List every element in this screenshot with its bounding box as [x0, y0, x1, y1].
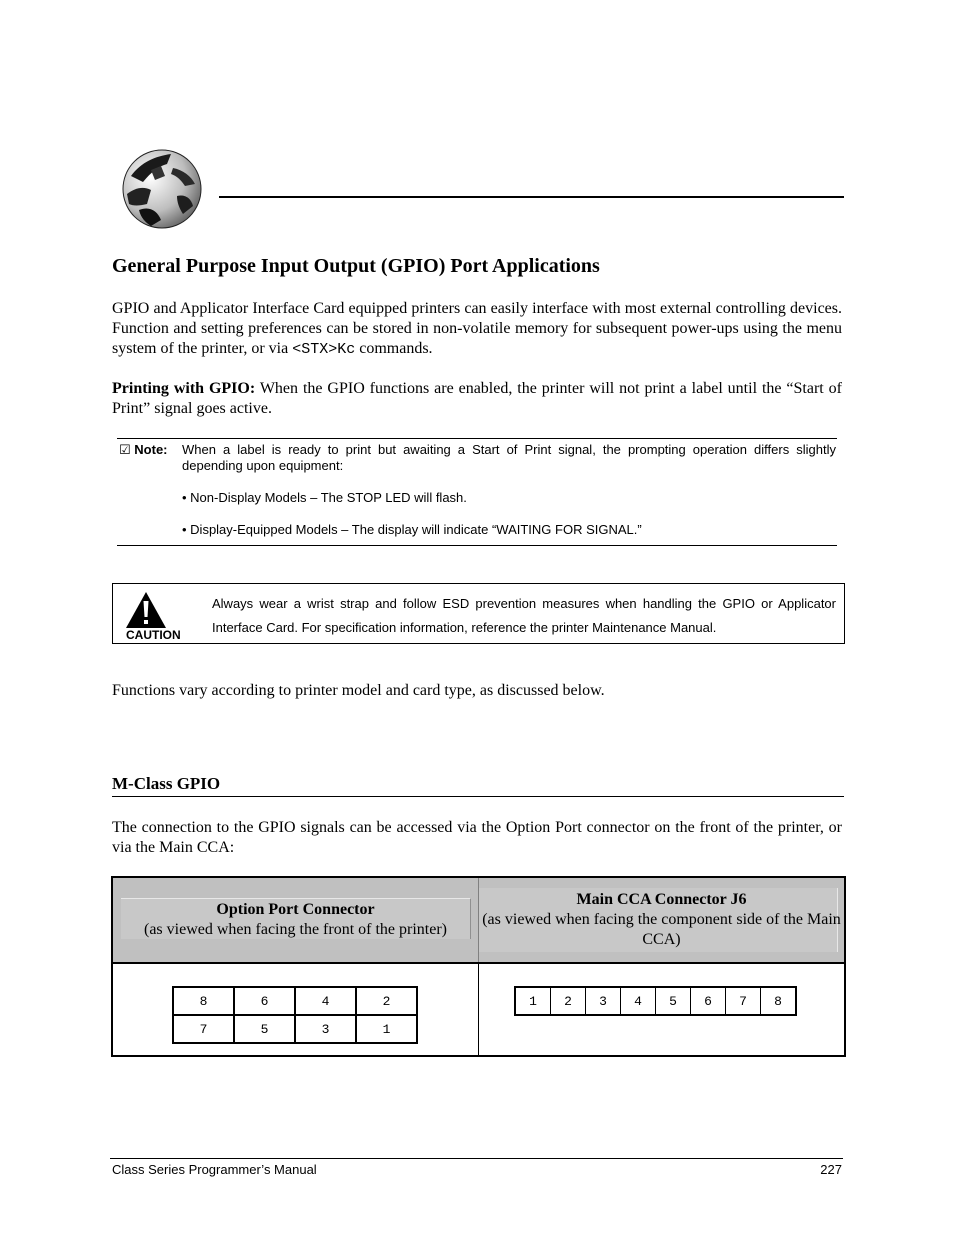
note-bullet-display-equipped: • Display-Equipped Models – The display will indicate “WAITING FOR SIGNAL.” — [182, 522, 642, 537]
warning-triangle-icon — [123, 590, 169, 630]
main-cca-subtitle: (as viewed when facing the component side of the Main CCA) — [482, 911, 841, 948]
intro-text-end: commands. — [355, 340, 433, 357]
printing-with-gpio-text: When the GPIO functions are enabled, the printer will not print a label until the “Start of Print” signal goes active. — [112, 380, 842, 417]
printing-with-gpio-paragraph — [112, 379, 842, 419]
globe-logo-icon — [121, 148, 203, 230]
subsection-title: M-Class GPIO — [112, 774, 221, 793]
pin-cell: 6 — [234, 987, 295, 1015]
pin-row-odd — [173, 1015, 417, 1043]
note-text: When a label is ready to print but awaiting a Start of Print signal, the prompting operation differs slightly depending upon equipment: — [182, 442, 836, 473]
pin-cell: 3 — [586, 987, 621, 1015]
option-port-subtitle: (as viewed when facing the front of the printer) — [144, 921, 447, 938]
pin-cell: 8 — [173, 987, 234, 1015]
section-title: General Purpose Input Output (GPIO) Port Applications — [112, 255, 600, 277]
main-cca-header — [479, 878, 844, 962]
header-rule — [219, 196, 844, 198]
note-label: ☑ Note: — [119, 442, 168, 457]
pin-cell: 6 — [691, 987, 726, 1015]
main-cca-title: Main CCA Connector J6 — [576, 891, 747, 908]
option-port-pin-grid — [172, 986, 418, 1044]
table-column-divider — [478, 964, 479, 1055]
pin-cell: 3 — [295, 1015, 356, 1043]
caution-box — [112, 583, 845, 644]
caution-text: Always wear a wrist strap and follow ESD prevention measures when handling the GPIO or Applicator Interface Card. For specification information, reference the printer Maintenance Manual. — [212, 596, 836, 635]
pin-cell: 1 — [356, 1015, 417, 1043]
pin-cell: 2 — [551, 987, 586, 1015]
option-port-title: Option Port Connector — [216, 901, 375, 918]
mclass-intro-paragraph: The connection to the GPIO signals can be accessed via the Option Port connector on the front of the printer, or via the Main CCA: — [112, 819, 842, 856]
printing-with-gpio-label: Printing with GPIO: — [112, 380, 256, 397]
connector-table — [111, 876, 846, 1057]
functions-paragraph: Functions vary according to printer model and card type, as discussed below. — [112, 682, 605, 699]
command-code: <STX>Kc — [292, 341, 356, 358]
footer-rule — [110, 1158, 843, 1159]
intro-text: GPIO and Applicator Interface Card equipped printers can easily interface with most external controlling devices. Function and setting preferences can be stored in non-volatile memory for subsequent power-ups using the menu system of the printer, or via — [112, 300, 842, 357]
pin-cell: 1 — [515, 987, 551, 1015]
checked-box-icon: ☑ — [119, 442, 131, 457]
pin-cell: 2 — [356, 987, 417, 1015]
note-bullet-non-display: • Non-Display Models – The STOP LED will flash. — [182, 490, 467, 505]
intro-paragraph — [112, 299, 842, 360]
pin-cell: 4 — [621, 987, 656, 1015]
caution-label: CAUTION — [126, 628, 181, 642]
pin-cell: 7 — [726, 987, 761, 1015]
option-port-header — [113, 878, 479, 962]
footer-manual-title: Class Series Programmer’s Manual — [112, 1162, 317, 1177]
pin-row — [515, 987, 796, 1015]
note-box — [117, 438, 837, 546]
pin-cell: 5 — [656, 987, 691, 1015]
subsection-rule — [112, 796, 844, 797]
main-cca-pin-grid — [514, 986, 797, 1016]
pin-cell: 7 — [173, 1015, 234, 1043]
pin-cell: 8 — [761, 987, 797, 1015]
pin-cell: 4 — [295, 987, 356, 1015]
footer-page-number: 227 — [820, 1162, 842, 1177]
pin-cell: 5 — [234, 1015, 295, 1043]
pin-row-even — [173, 987, 417, 1015]
